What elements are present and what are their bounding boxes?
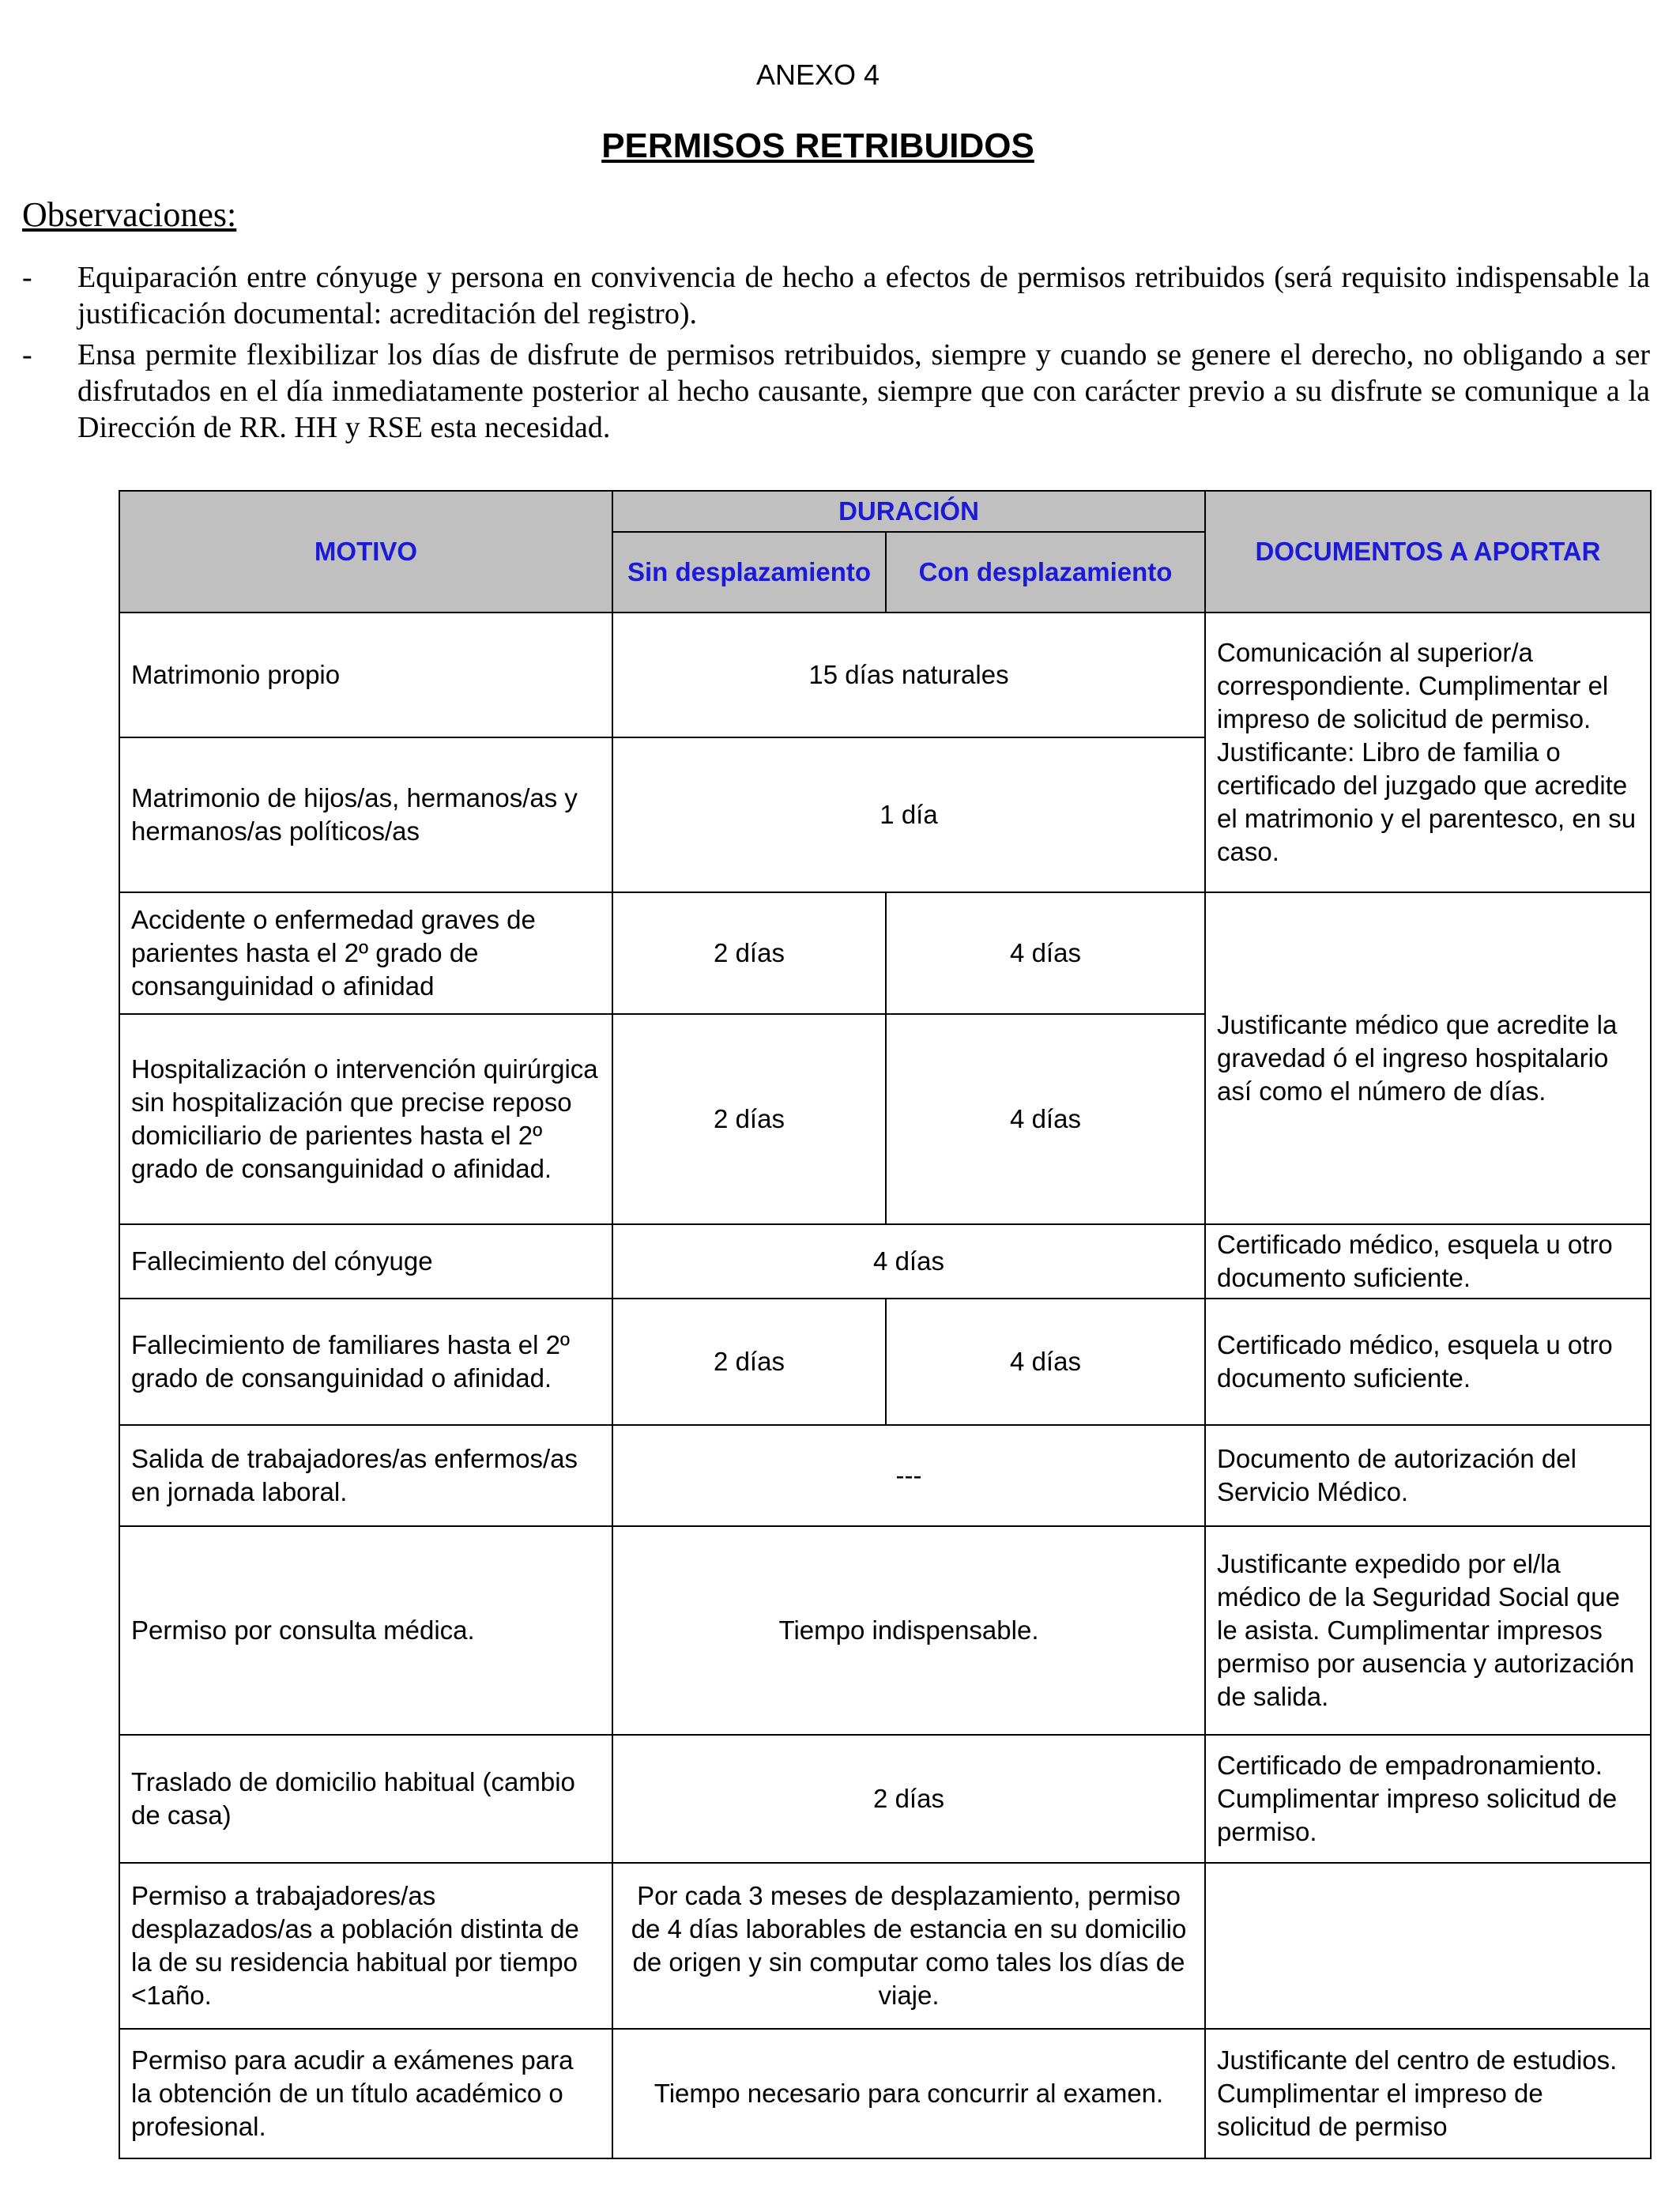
- cell-motivo: Matrimonio propio: [119, 613, 612, 737]
- table-row: [119, 2029, 1651, 2158]
- cell-motivo: Matrimonio de hijos/as, hermanos/as y hermanos/as políticos/as: [119, 737, 612, 892]
- observation-text: Equiparación entre cónyuge y persona en convivencia de hecho a efectos de permisos retribuidos (será requisito indispensable la justificación documental: acreditación del registro).: [77, 261, 1650, 330]
- cell-documentos: [1205, 1863, 1651, 2029]
- header-documentos: DOCUMENTOS A APORTAR: [1205, 491, 1651, 613]
- cell-motivo: Fallecimiento del cónyuge: [119, 1224, 612, 1299]
- cell-duracion: 15 días naturales: [612, 613, 1205, 737]
- cell-duracion: Tiempo necesario para concurrir al examen.: [612, 2029, 1205, 2158]
- cell-con: 4 días: [886, 1299, 1205, 1425]
- cell-duracion: 2 días: [612, 1735, 1205, 1863]
- cell-motivo: Permiso a trabajadores/as desplazados/as a población distinta de la de su residencia habitual por tiempo <1año.: [119, 1863, 612, 2029]
- cell-motivo: Permiso para acudir a exámenes para la obtención de un título académico o profesional.: [119, 2029, 612, 2158]
- header-duracion: DURACIÓN: [612, 491, 1205, 532]
- cell-motivo: Permiso por consulta médica.: [119, 1526, 612, 1735]
- observations-heading: Observaciones:: [22, 195, 237, 234]
- permits-table: [119, 490, 1652, 2159]
- cell-documentos: Justificante médico que acredite la gravedad ó el ingreso hospitalario así como el número de días.: [1205, 892, 1651, 1224]
- header-con-desplazamiento: Con desplazamiento: [886, 532, 1205, 613]
- cell-documentos: Certificado de empadronamiento. Cumplimentar impreso solicitud de permiso.: [1205, 1735, 1651, 1863]
- annex-label: ANEXO 4: [755, 58, 880, 91]
- observation-item: [22, 259, 1650, 332]
- cell-sin: 2 días: [612, 1014, 886, 1224]
- cell-documentos: Justificante expedido por el/la médico de la Seguridad Social que le asista. Cumplimentar impresos permiso por ausencia y autorización de salida.: [1205, 1526, 1651, 1735]
- table-row: [119, 1735, 1651, 1863]
- page-title: PERMISOS RETRIBUIDOS: [601, 126, 1034, 165]
- table-row: [119, 1425, 1651, 1526]
- observations-list: [22, 259, 1650, 450]
- cell-motivo: Accidente o enfermedad graves de parientes hasta el 2º grado de consanguinidad o afinidad: [119, 892, 612, 1014]
- cell-duracion: Por cada 3 meses de desplazamiento, permiso de 4 días laborables de estancia en su domicilio de origen y sin computar como tales los días de viaje.: [612, 1863, 1205, 2029]
- table-row: [119, 1224, 1651, 1299]
- header-motivo: MOTIVO: [119, 491, 612, 613]
- cell-con: 4 días: [886, 892, 1205, 1014]
- table-row: [119, 1299, 1651, 1425]
- cell-motivo: Salida de trabajadores/as enfermos/as en jornada laboral.: [119, 1425, 612, 1526]
- observation-item: [22, 337, 1650, 446]
- table-row: [119, 892, 1651, 1014]
- cell-con: 4 días: [886, 1014, 1205, 1224]
- cell-documentos: Comunicación al superior/a correspondiente. Cumplimentar el impreso de solicitud de permiso. Justificante: Libro de familia o certificado del juzgado que acredite el matrimonio y el parentesco, en su caso.: [1205, 613, 1651, 892]
- header-sin-desplazamiento: Sin desplazamiento: [612, 532, 886, 613]
- cell-documentos: Documento de autorización del Servicio Médico.: [1205, 1425, 1651, 1526]
- cell-duracion: Tiempo indispensable.: [612, 1526, 1205, 1735]
- observation-bullet: -: [22, 261, 32, 294]
- observation-bullet: -: [22, 338, 32, 371]
- cell-documentos: Certificado médico, esquela u otro documento suficiente.: [1205, 1299, 1651, 1425]
- cell-duracion: 1 día: [612, 737, 1205, 892]
- cell-motivo: Traslado de domicilio habitual (cambio de casa): [119, 1735, 612, 1863]
- table-row: [119, 1863, 1651, 2029]
- observation-text: Ensa permite flexibilizar los días de disfrute de permisos retribuidos, siempre y cuando se genere el derecho, no obligando a ser disfrutados en el día inmediatamente posterior al hecho causante, siempre que con carácter previo a su disfrute se comunique a la Dirección de RR. HH y RSE esta necesidad.: [77, 338, 1650, 444]
- table-row: [119, 1526, 1651, 1735]
- cell-motivo: Fallecimiento de familiares hasta el 2º grado de consanguinidad o afinidad.: [119, 1299, 612, 1425]
- cell-documentos: Certificado médico, esquela u otro documento suficiente.: [1205, 1224, 1651, 1299]
- cell-duracion: 4 días: [612, 1224, 1205, 1299]
- cell-sin: 2 días: [612, 1299, 886, 1425]
- table-header-row: [119, 491, 1651, 532]
- cell-documentos: Justificante del centro de estudios. Cumplimentar el impreso de solicitud de permiso: [1205, 2029, 1651, 2158]
- cell-duracion: ---: [612, 1425, 1205, 1526]
- cell-sin: 2 días: [612, 892, 886, 1014]
- table-row: [119, 613, 1651, 737]
- cell-motivo: Hospitalización o intervención quirúrgica sin hospitalización que precise reposo domiciliario de parientes hasta el 2º grado de consanguinidad o afinidad.: [119, 1014, 612, 1224]
